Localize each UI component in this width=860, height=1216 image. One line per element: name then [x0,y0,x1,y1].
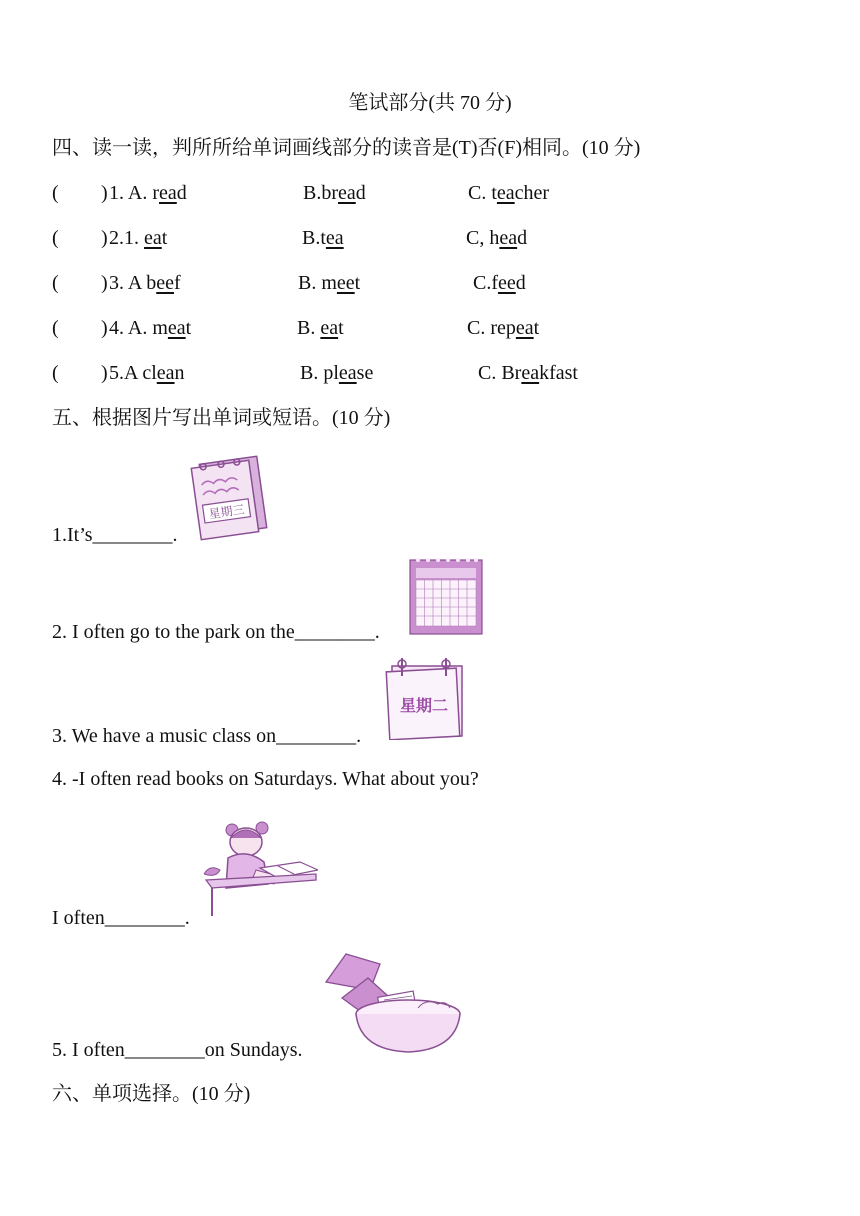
section-4-heading: 四、读一读，判所所给单词画线部分的读音是(T)否(F)相同。(10 分) [52,137,641,159]
page-title: 笔试部分(共 70 分) [348,92,512,114]
calendar-tuesday-image [384,654,464,740]
option-c: C. teacher [468,182,550,204]
option-c: C, head [466,227,528,249]
option-a: 5.A clean [109,362,185,384]
question-1: 1.It’s________. [52,524,178,546]
option-a: 4. A. meat [109,317,192,339]
answer-paren-close: ) [101,182,108,204]
answer-paren-close: ) [101,317,108,339]
section-6-heading: 六、单项选择。(10 分) [52,1083,251,1105]
svg-text:星期二: 星期二 [399,696,449,715]
option-b: B. meet [298,272,361,294]
question-4-answer: I often________. [52,907,190,929]
option-a: 1. A. read [109,182,187,204]
answer-paren-open: ( [52,182,59,204]
question-5: 5. I often________on Sundays. [52,1039,303,1061]
option-a: 2.1. eat [109,227,168,249]
answer-paren-open: ( [52,227,59,249]
answer-paren-close: ) [101,272,108,294]
question-3: 3. We have a music class on________. [52,725,362,747]
option-c: C.feed [473,272,526,294]
calendar-wednesday-image [190,448,268,542]
answer-blank[interactable] [60,226,100,250]
answer-blank[interactable] [60,316,100,340]
answer-blank[interactable] [60,271,100,295]
girl-reading-image [198,816,318,918]
answer-blank[interactable] [60,361,100,385]
option-b: B.bread [303,182,366,204]
washing-clothes-image [322,952,462,1058]
option-c: C. Breakfast [478,362,578,384]
answer-blank[interactable] [60,181,100,205]
option-a: 3. A beef [109,272,181,294]
section-5-heading: 五、根据图片写出单词或短语。(10 分) [52,407,391,429]
option-b: B. please [300,362,374,384]
option-b: B. eat [297,317,344,339]
question-4: 4. -I often read books on Saturdays. What about you? [52,768,479,790]
answer-paren-open: ( [52,362,59,384]
option-c: C. repeat [467,317,540,339]
answer-paren-close: ) [101,227,108,249]
answer-paren-open: ( [52,317,59,339]
monthly-calendar-image [408,556,484,636]
option-b: B.tea [302,227,344,249]
svg-text:星期三: 星期三 [207,502,246,522]
question-2: 2. I often go to the park on the________. [52,621,380,643]
answer-paren-open: ( [52,272,59,294]
answer-paren-close: ) [101,362,108,384]
